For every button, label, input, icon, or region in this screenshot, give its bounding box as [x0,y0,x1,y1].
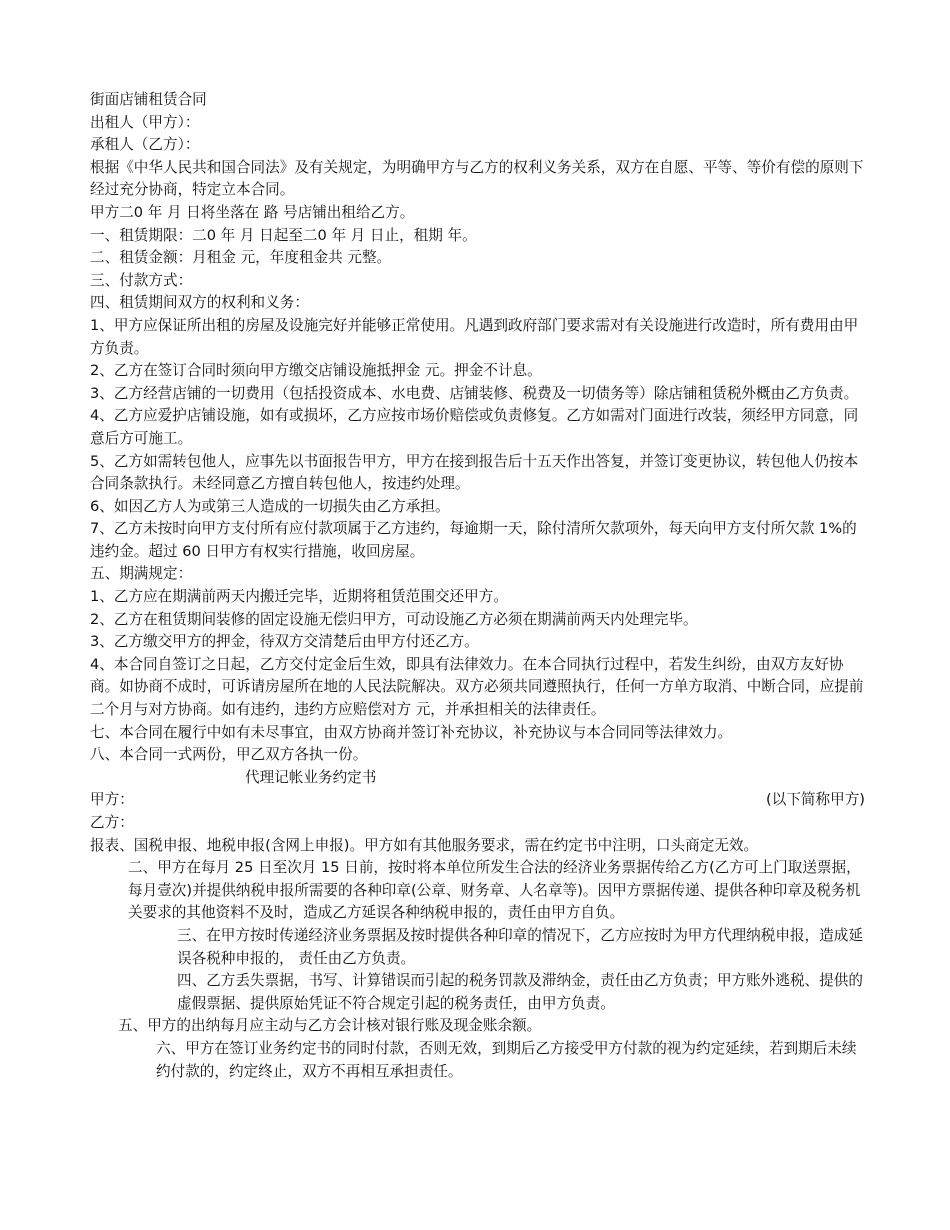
expiry-item: 4、本合同自签订之日起，乙方交付定金后生效，即具有法律效力。在本合同执行过程中，若发生纠纷，由双方友好协商。如协商不成时，可诉请房屋所在地的人民法院解决。双方必须共同遵照执行，任何一方单方取消、中断合同，应提前二个月与对方协商。如有违约，违约方应赔偿对方 元，并承担相关的法律责任。 [90,655,864,719]
rights-item: 2、乙方在签订合同时须向甲方缴交店铺设施抵押金 元。押金不计息。 [90,362,542,380]
section-expiry: 五、期满规定： [90,565,193,583]
agency-clause-5: 五、甲方的出纳每月应主动与乙方会计核对银行账及现金账余额。 [118,1017,542,1035]
rights-item: 1、甲方应保证所出租的房屋及设施完好并能够正常使用。凡遇到政府部门要求需对有关设施进行改造时，所有费用由甲方负责。 [90,316,859,357]
lease-location-line: 甲方二0 年 月 日将坐落在 路 号店铺出租给乙方。 [90,203,415,221]
agency-clause-3: 三、在甲方按时传递经济业务票据及按时提供各种印章的情况下，乙方应按时为甲方代理纳税申报，造成延误各税种申报的， 责任由乙方负责。 [177,926,863,967]
rights-item: 5、乙方如需转包他人，应事先以书面报告甲方，甲方在接到报告后十五天作出答复，并签订变更协议，转包他人仍按本合同条款执行。未经同意乙方擅自转包他人，按违约处理。 [90,452,859,493]
section-rent-amount: 二、租赁金额：月租金 元，年度租金共 元整。 [90,249,392,267]
agency-paragraph: 报表、国税申报、地税申报(含网上申报)。甲方如有其他服务要求，需在约定书中注明，口头商定无效。 [90,836,759,854]
party-a-label: 甲方： [90,791,134,809]
expiry-item: 2、乙方在租赁期间装修的固定设施无偿归甲方，可动设施乙方必须在期满前两天内处理完毕。 [90,610,698,628]
rights-item: 4、乙方应爱护店铺设施，如有或损坏，乙方应按市场价赔偿或负责修复。乙方如需对门面进行改装，须经甲方同意，同意后方可施工。 [90,407,859,447]
contract-title: 街面店铺租赁合同 [90,91,207,108]
party-b-label: 乙方： [90,814,134,831]
lessor-line: 出租人（甲方）： [90,113,200,131]
section-lease-term: 一、租赁期限：二0 年 月 日起至二0 年 月 日止，租期 年。 [90,226,477,244]
rights-item: 6、如因乙方人为或第三人造成的一切损失由乙方承担。 [90,497,450,515]
agency-title: 代理记帐业务约定书 [245,768,377,786]
expiry-item: 3、乙方缴交甲方的押金，待双方交清楚后由甲方付还乙方。 [90,633,479,651]
party-a-row [90,789,865,812]
agency-clause-2: 二、甲方在每月 25 日至次月 15 日前，按时将本单位所发生合法的经济业务票据传给乙方(乙方可上门取送票据，每月壹次)并提供纳税申报所需要的各种印章(公章、财务章、人名章等)。因甲方票据传递、提供各种印章及税务机关要求的其他资料不及时，造成乙方延误各种纳税申报的，责任由甲方自负。 [128,859,861,922]
section-rights-duties: 四、租赁期间双方的权利和义务： [90,294,309,312]
lessee-line: 承租人（乙方）： [90,136,200,154]
section-payment-method: 三、付款方式： [90,271,193,289]
section-copies: 八、本合同一式两份，甲乙双方各执一份。 [90,746,368,764]
agency-clause-6: 六、甲方在签订业务约定书的同时付款，否则无效，到期后乙方接受甲方付款的视为约定延续，若到期后未续约付款的，约定终止，双方不再相互承担责任。 [156,1039,857,1080]
document-body [90,89,865,1083]
party-a-note: (以下简称甲方) [766,791,865,809]
rights-item: 7、乙方未按时向甲方支付所有应付款项属于乙方违约，每逾期一天，除付清所欠款项外，每天向甲方支付所欠款 1%的违约金。超过 60 日甲方有权实行措施，收回房屋。 [90,520,857,560]
preamble-paragraph: 根据《中华人民共和国合同法》及有关规定，为明确甲方与乙方的权利义务关系，双方在自愿、平等、等价有偿的原则下经过充分协商，特定立本合同。 [90,158,864,199]
expiry-item: 1、乙方应在期满前两天内搬迁完毕，近期将租赁范围交还甲方。 [90,588,508,606]
section-supplementary: 七、本合同在履行中如有未尽事宜，由双方协商并签订补充协议，补充协议与本合同同等法律效力。 [90,723,733,741]
rights-item: 3、乙方经营店铺的一切费用（包括投资成本、水电费、店铺装修、税费及一切债务等）除店铺租赁税外概由乙方负责。 [90,384,859,402]
agency-clause-4: 四、乙方丢失票据，书写、计算错误而引起的税务罚款及滞纳金，责任由乙方负责；甲方账外逃税、提供的虚假票据、提供原始凭证不符合规定引起的税务责任，由甲方负责。 [177,972,863,1012]
